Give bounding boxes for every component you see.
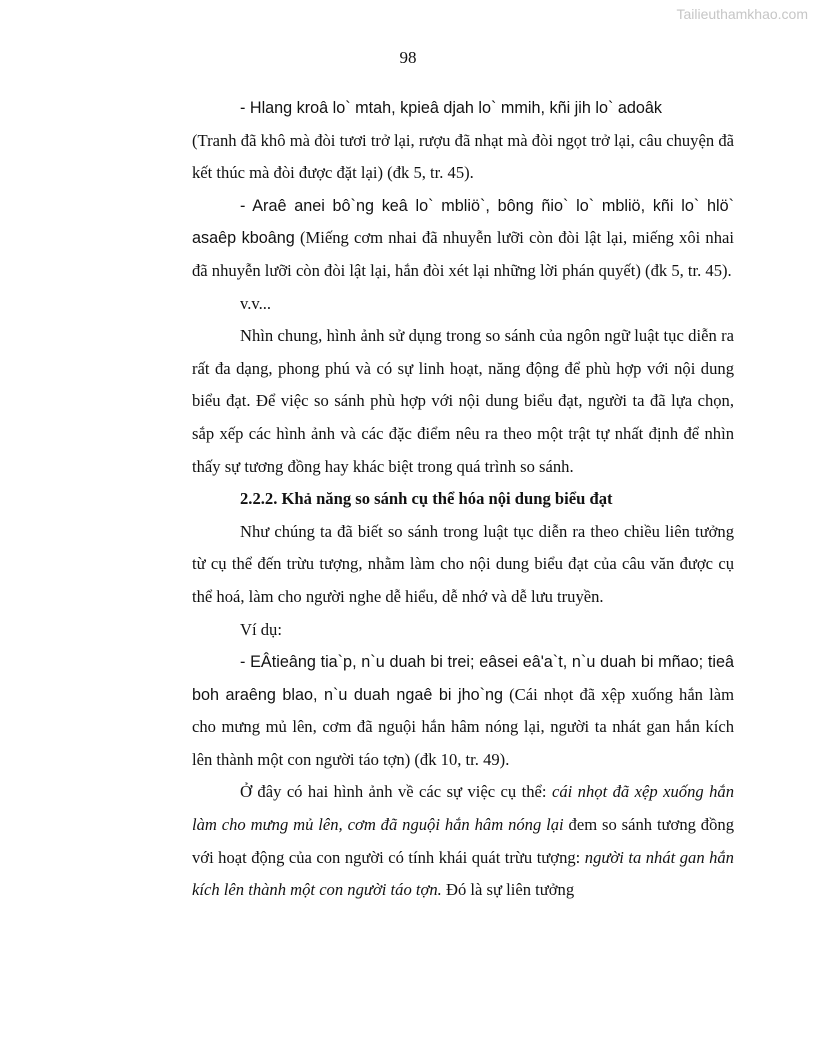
watermark: Tailieuthamkhao.com	[676, 6, 808, 22]
section-heading: 2.2.2. Khả năng so sánh cụ thể hóa nội dung biểu đạt	[240, 489, 613, 509]
ethnic-quote-2: - Araê anei bô`ng keâ lo` mbliö`, bông ñio` lo` mbliö, kñi lo` hlö` asaêp kboâng	[192, 196, 734, 248]
ethnic-quote-3: - EÂtieâng tia`p, n`u duah bi trei; eâsei eâ'a`t, n`u duah bi mñao; tieâ boh araêng blao, n`u duah ngaê bi jho`ng	[192, 653, 734, 704]
analysis-text-e: Đó là sự liên tưởng	[441, 880, 575, 900]
analysis-text-c: đem so sánh tương đồng với hoạt động của con người có tính khái quát trừu tượng:	[192, 815, 734, 867]
etc-paragraph: v.v...	[240, 293, 272, 313]
analysis-text-a: Ở đây có hai hình ảnh về các sự việc cụ thể:	[240, 782, 552, 802]
summary-paragraph: Nhìn chung, hình ảnh sử dụng trong so sánh của ngôn ngữ luật tục diễn ra rất đa dạng, phong phú và có sự linh hoạt, năng động để phù hợp với nội dung biểu đạt. Để việc so sánh phù hợp với nội dung biểu đạt, người ta đã lựa chọn, sắp xếp các hình ảnh và các đặc điểm nêu ra theo một trật tự nhất định để nhìn thấy sự tương đồng hay khác biệt trong quá trình so sánh.	[192, 326, 734, 476]
example-paragraph-3	[192, 646, 734, 776]
example-label: Ví dụ:	[240, 619, 282, 639]
intro-paragraph: Như chúng ta đã biết so sánh trong luật tục diễn ra theo chiều liên tưởng từ cụ thể đến trừu tượng, nhằm làm cho nội dung biểu đạt của câu văn được cụ thể hoá, làm cho người nghe dễ hiểu, dễ nhớ và dễ lưu truyền.	[192, 521, 734, 606]
example-paragraph-2	[192, 190, 734, 288]
document-body	[192, 92, 734, 907]
analysis-paragraph	[192, 776, 734, 906]
translation-1: (Tranh đã khô mà đòi tươi trở lại, rượu đã nhạt mà đòi ngọt trở lại, câu chuyện đã kết thúc mà đòi được đặt lại) (đk 5, tr. 45).	[192, 130, 734, 183]
translation-3: (Cái nhọt đã xệp xuống hắn làm cho mưng mủ lên, cơm đã nguội hắn hâm nóng lại, người ta nhát gan hắn kích lên thành một con người táo tợn) (đk 10, tr. 49).	[192, 684, 735, 769]
ethnic-quote-1: - Hlang kroâ lo` mtah, kpieâ djah lo` mmih, kñi jih lo` adoâk	[240, 99, 662, 117]
page-number: 98	[399, 48, 417, 67]
translation-2: (Miếng cơm nhai đã nhuyễn lưỡi còn đòi lật lại, miếng xôi nhai đã nhuyễn lưỡi còn đòi lật lại, hắn đòi xét lại những lời phán quyết) (đk 5, tr. 45).	[192, 228, 734, 280]
analysis-italic-d: người ta nhát gan hắn kích lên thành một con người táo tợn.	[192, 847, 734, 900]
analysis-italic-b: cái nhọt đã xệp xuống hắn làm cho mưng mủ lên, cơm đã nguội hắn hâm nóng lại	[192, 782, 734, 835]
example-paragraph-1	[192, 92, 734, 125]
